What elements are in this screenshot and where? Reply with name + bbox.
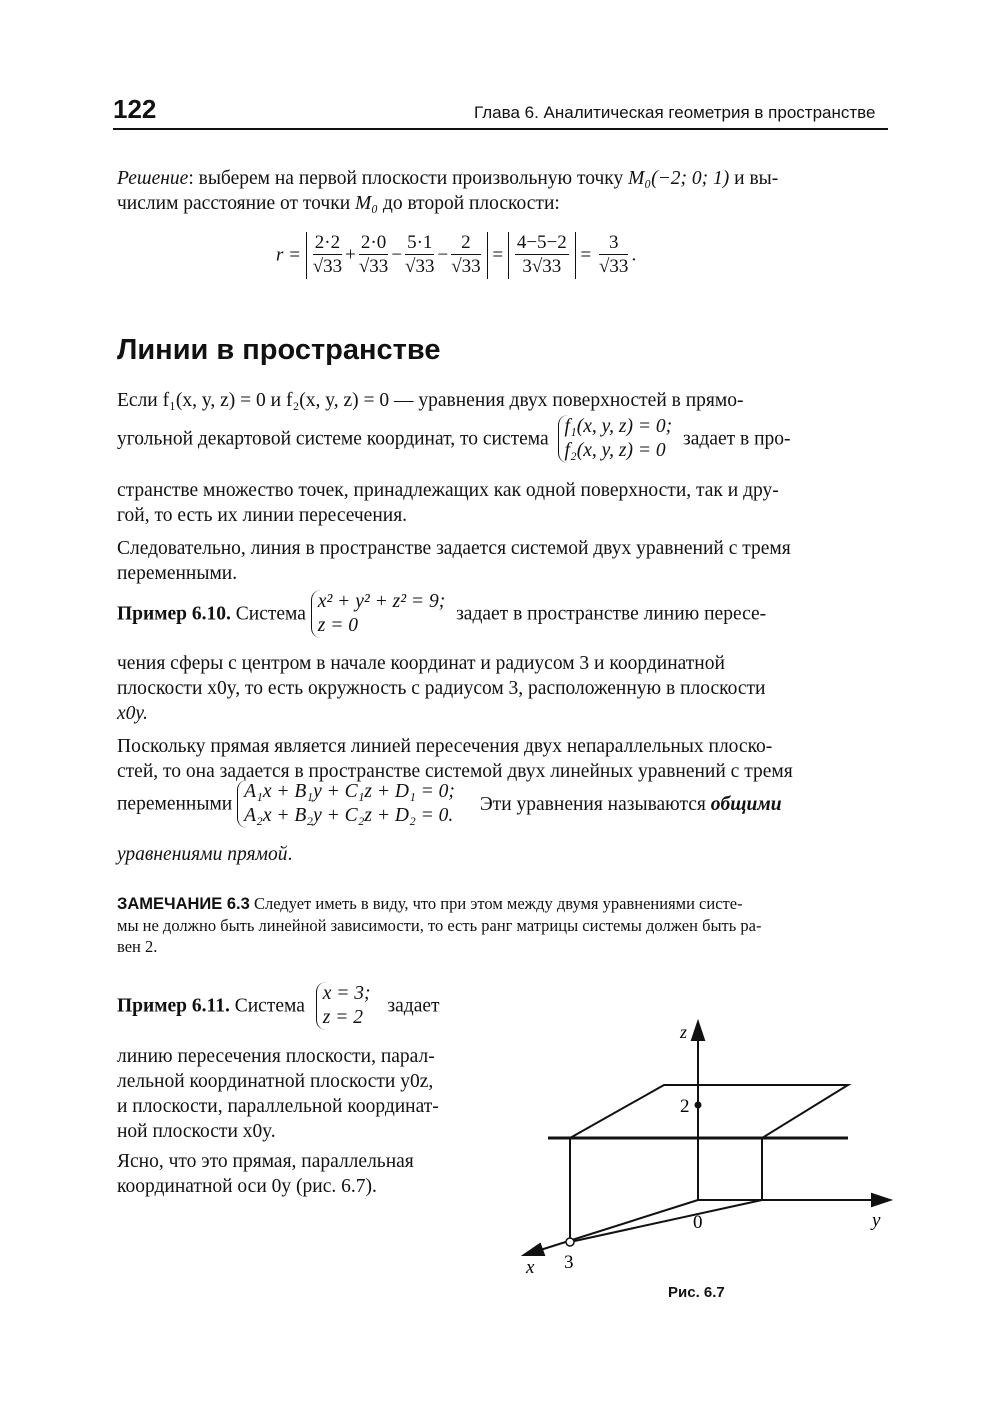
para-text: Эти уравнения называются xyxy=(479,793,711,815)
solution-text: числим расстояние от точки xyxy=(117,193,355,214)
operator: − xyxy=(437,244,449,266)
fraction xyxy=(515,232,569,279)
note-text: Следует иметь в виду, что при этом между двумя уравнениями систе- xyxy=(249,894,743,913)
page-number: 122 xyxy=(113,94,157,124)
denominator: √33 xyxy=(405,256,435,277)
example-text: задает в пространстве линию пересе- xyxy=(456,603,767,625)
denominator: √33 xyxy=(599,256,629,277)
example-611-para2-line-2: координатной оси 0y (рис. 6.7). xyxy=(117,1176,377,1197)
example-610-line-2: чения сферы с центром в начале координат и радиусом 3 и координатной xyxy=(117,653,725,674)
x-axis-arrowhead xyxy=(524,1244,544,1255)
z-tick-label: 2 xyxy=(680,1096,690,1117)
para2-line-1: Следовательно, линия в пространстве задается системой двух уравнений с тремя xyxy=(117,538,791,559)
fraction xyxy=(313,232,342,279)
fraction xyxy=(451,232,480,279)
equals: = xyxy=(492,244,504,266)
para1-line-1: Если f₁(x, y, z) = 0 и f₂(x, y, z) = 0 — уравнения двух поверхностей в прямо- xyxy=(117,390,744,411)
example-611-line-4: и плоскости, параллельной координат- xyxy=(117,1096,439,1117)
distance-formula xyxy=(276,232,636,279)
equation-system xyxy=(558,415,679,463)
z-tick-point xyxy=(695,1102,702,1109)
operator: − xyxy=(391,244,403,266)
note-line-2: мы не должно быть линейной зависимости, то есть ранг матрицы системы должен быть ра- xyxy=(117,916,762,935)
operator: + xyxy=(345,244,356,266)
para-text: переменными xyxy=(117,793,233,815)
example-label: Пример 6.10. xyxy=(117,603,231,625)
numerator: 3 xyxy=(599,232,628,255)
axis-label-x: x xyxy=(526,1257,535,1278)
header-rule xyxy=(113,128,888,130)
example-611-line-5: ной плоскости x0y. xyxy=(117,1121,276,1142)
solution-text: : выберем на первой плоскости произвольную точку xyxy=(188,168,629,189)
para1-line-4: гой, то есть их линии пересечения. xyxy=(117,505,408,526)
solution-label: Решение xyxy=(117,168,189,189)
period: . xyxy=(287,844,293,865)
emphasis: общими xyxy=(710,793,782,815)
denominator: 3√33 xyxy=(522,256,562,277)
point-m0: M₀(−2; 0; 1) xyxy=(628,168,730,189)
plane-z2 xyxy=(570,1085,848,1138)
example-610-line-4: x0y. xyxy=(117,703,148,724)
para1-line-2 xyxy=(117,415,887,463)
denominator: √33 xyxy=(451,256,481,277)
fraction-result xyxy=(599,232,628,279)
x-axis xyxy=(534,1200,698,1252)
para3-line-3 xyxy=(117,780,887,828)
equation: x = 3; xyxy=(322,983,371,1004)
numerator: 4−5−2 xyxy=(516,232,567,253)
para-text: задает в про- xyxy=(683,428,791,450)
equation: x² + y² + z² = 9; xyxy=(317,591,446,612)
example-text: Система xyxy=(230,603,306,625)
abs-expression-1 xyxy=(306,232,488,279)
y-axis-arrowhead xyxy=(872,1194,890,1206)
solution-line-1 xyxy=(117,166,887,191)
equation: z = 0 xyxy=(317,615,359,636)
equals: = xyxy=(580,244,592,266)
emphasis: уравнениями прямой xyxy=(117,844,288,865)
equation-system xyxy=(311,590,451,638)
equation: A₁x + B₁y + C₁z + D₁ = 0; xyxy=(244,781,455,802)
section-title: Линии в пространстве xyxy=(117,334,441,366)
equation: f₁(x, y, z) = 0; xyxy=(564,416,673,437)
para2-line-2: переменными. xyxy=(117,563,238,584)
chapter-title: Глава 6. Аналитическая геометрия в пространстве xyxy=(474,103,876,122)
figure-caption: Рис. 6.7 xyxy=(668,1284,725,1301)
formula-lhs: r = xyxy=(276,244,301,266)
numerator: 2 xyxy=(451,232,480,255)
fraction xyxy=(359,232,388,279)
example-611-line-2: линию пересечения плоскости, парал- xyxy=(117,1046,435,1067)
fraction xyxy=(405,232,434,279)
axis-label-y: y xyxy=(872,1210,881,1231)
note-line-3: вен 2. xyxy=(117,937,158,956)
para-text: угольной декартовой системе координат, то система xyxy=(117,428,549,450)
numerator: 2·2 xyxy=(313,232,342,255)
equation: A₂x + B₂y + C₂z + D₂ = 0. xyxy=(244,805,454,826)
period: . xyxy=(631,244,637,266)
projection-edge xyxy=(570,1200,762,1242)
equation: z = 2 xyxy=(322,1007,363,1028)
example-text: Система xyxy=(229,995,305,1017)
example-610-line-1 xyxy=(117,590,887,638)
solution-text: до второй плоскости: xyxy=(378,193,560,214)
numerator: 5·1 xyxy=(405,232,434,255)
example-611-line-3: лельной координатной плоскости y0z, xyxy=(117,1071,434,1092)
example-text: задает xyxy=(387,995,440,1017)
numerator: 2·0 xyxy=(359,232,388,255)
point-name: M₀ xyxy=(355,193,379,214)
example-611-line-1 xyxy=(117,982,497,1030)
note-line-1 xyxy=(117,893,887,915)
denominator: √33 xyxy=(312,256,343,277)
axis-label-z: z xyxy=(680,1022,688,1042)
note-label: ЗАМЕЧАНИЕ 6.3 xyxy=(117,895,250,913)
origin-label: 0 xyxy=(693,1212,703,1233)
example-611-para2-line-1: Ясно, что это прямая, параллельная xyxy=(117,1151,414,1172)
example-label: Пример 6.11. xyxy=(117,995,230,1017)
para3-line-1: Поскольку прямая является линией пересечения двух непараллельных плоско- xyxy=(117,736,773,757)
x-tick-point xyxy=(566,1238,574,1246)
solution-text-end: и вы- xyxy=(729,168,779,189)
example-610-line-3: плоскости x0y, то есть окружность с радиусом 3, расположенную в плоскости xyxy=(117,678,766,699)
denominator: √33 xyxy=(358,256,389,277)
note-block xyxy=(117,893,887,957)
para1-line-3: странстве множество точек, принадлежащих как одной поверхности, так и дру- xyxy=(117,480,779,501)
x-tick-label: 3 xyxy=(564,1252,574,1273)
equation-system xyxy=(237,780,461,828)
para3-line-2: стей, то она задается в пространстве системой двух линейных уравнений с тремя xyxy=(117,761,793,782)
equation: f₂(x, y, z) = 0 xyxy=(564,440,666,461)
figure-6-7 xyxy=(500,1010,910,1300)
solution-line-2 xyxy=(117,191,887,216)
equation-system xyxy=(316,982,377,1030)
para3-line-4 xyxy=(117,842,887,867)
z-axis-arrowhead xyxy=(692,1022,704,1040)
abs-expression-2 xyxy=(508,232,576,279)
